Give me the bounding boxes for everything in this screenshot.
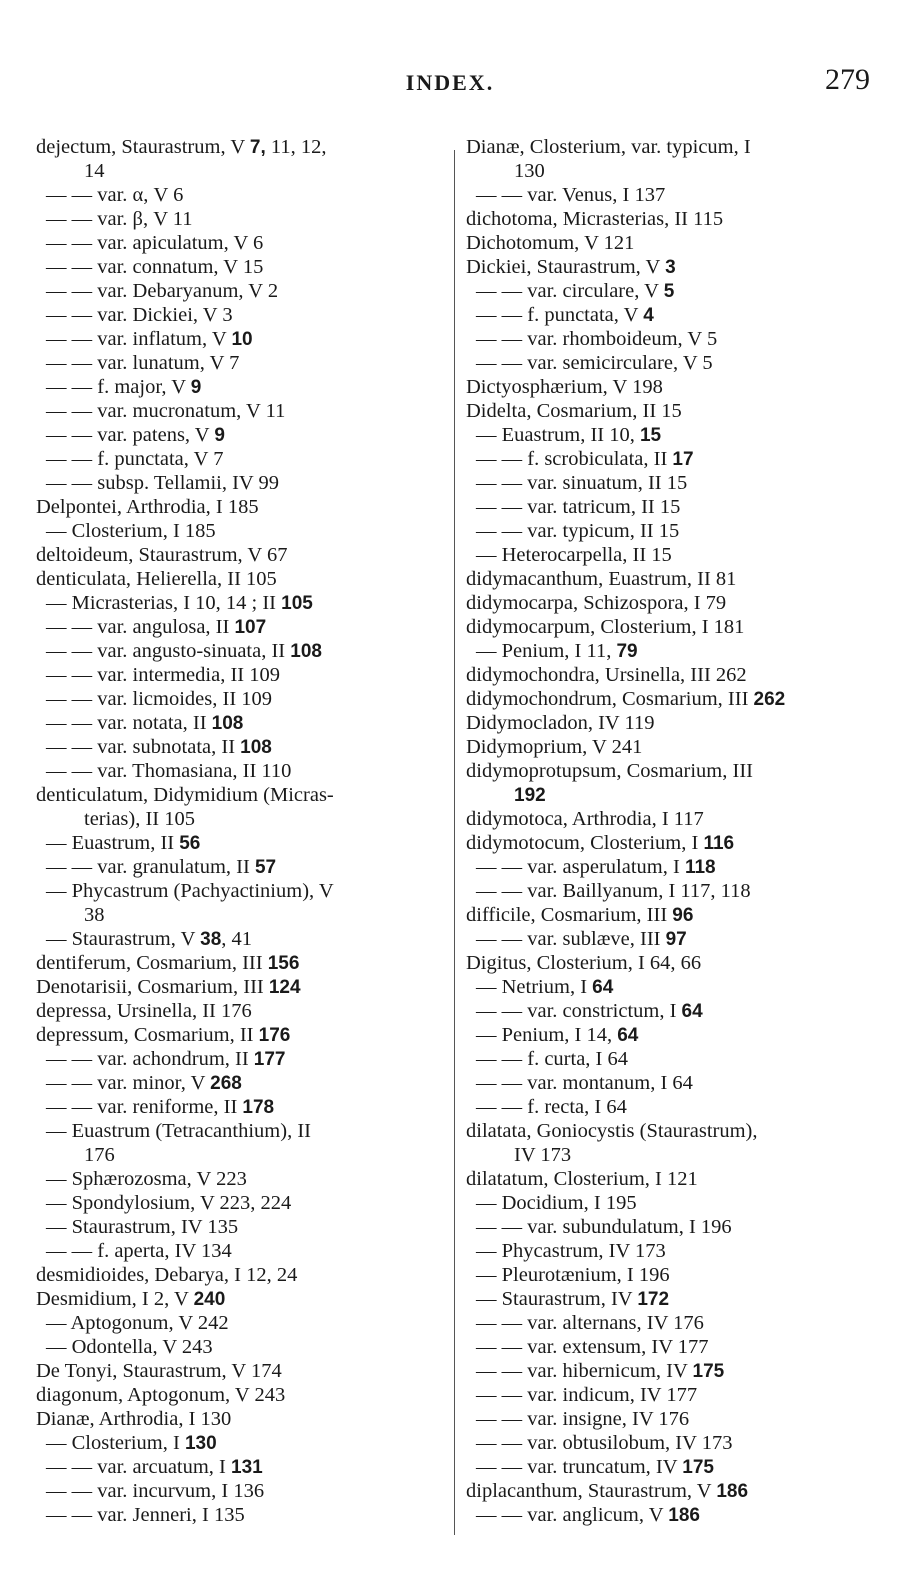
index-subentry xyxy=(36,1431,446,1455)
index-subentry xyxy=(36,327,446,351)
principal-page-ref: 130 xyxy=(184,1433,217,1454)
index-subentry xyxy=(36,1215,446,1239)
principal-page-ref: 9 xyxy=(214,425,225,446)
entry-text: — — var. subnotata, II xyxy=(46,736,241,758)
index-subentry xyxy=(36,1455,446,1479)
entry-text: 176 xyxy=(84,1144,115,1166)
entry-text: — — var. Thomasiana, II 110 xyxy=(46,760,292,782)
index-subentry xyxy=(36,375,446,399)
entry-text: Didelta, Cosmarium, II 15 xyxy=(466,400,682,422)
index-entry xyxy=(36,1287,446,1311)
index-subentry xyxy=(466,1335,878,1359)
principal-page-ref: 7, xyxy=(249,137,266,158)
index-subentry xyxy=(36,639,446,663)
entry-text: — — var. sinuatum, II 15 xyxy=(476,472,688,494)
entry-text: — — var. hibernicum, IV xyxy=(476,1360,693,1382)
entry-text: — Pleurotænium, I 196 xyxy=(476,1264,670,1286)
entry-text: — Docidium, I 195 xyxy=(476,1192,637,1214)
entry-text: — Staurastrum, IV 135 xyxy=(46,1216,239,1238)
index-subentry xyxy=(466,327,878,351)
entry-text: — Aptogonum, V 242 xyxy=(46,1312,229,1334)
index-entry xyxy=(466,759,878,783)
entry-text: — Heterocarpella, II 15 xyxy=(476,544,672,566)
index-entry xyxy=(466,255,878,279)
index-entry xyxy=(466,951,878,975)
entry-text: didymocarpa, Schizospora, I 79 xyxy=(466,592,727,614)
index-entry xyxy=(36,1407,446,1431)
entry-text: — — var. patens, V xyxy=(46,424,215,446)
index-entry xyxy=(466,207,878,231)
index-entry xyxy=(36,1383,446,1407)
entry-text: didymacanthum, Euastrum, II 81 xyxy=(466,568,737,590)
principal-page-ref: 38 xyxy=(200,929,222,950)
entry-text: , 41 xyxy=(221,928,253,950)
index-subentry xyxy=(36,1503,446,1527)
index-entry xyxy=(466,735,878,759)
index-entry xyxy=(466,663,878,687)
index-entry xyxy=(36,135,446,159)
principal-page-ref: 177 xyxy=(253,1049,286,1070)
entry-text: — Phycastrum, IV 173 xyxy=(476,1240,666,1262)
index-entry xyxy=(36,783,446,807)
index-entry xyxy=(36,999,446,1023)
entry-text: IV 173 xyxy=(514,1144,572,1166)
principal-page-ref: 9 xyxy=(190,377,202,398)
entry-text: — — f. scrobiculata, II xyxy=(476,448,673,470)
entry-text: — — var. Jenneri, I 135 xyxy=(46,1504,245,1526)
entry-text: — — var. inflatum, V xyxy=(46,328,232,350)
entry-text: — — var. achondrum, II xyxy=(46,1048,254,1070)
entry-text: depressa, Ursinella, II 176 xyxy=(36,1000,252,1022)
index-entry xyxy=(36,567,446,591)
index-entry xyxy=(36,951,446,975)
entry-text: 130 xyxy=(514,160,545,182)
index-subentry xyxy=(466,183,878,207)
entry-text: — Phycastrum (Pachyactinium), V xyxy=(46,880,334,902)
index-subentry xyxy=(466,975,878,999)
principal-page-ref: 4 xyxy=(643,305,654,326)
index-subentry xyxy=(466,159,878,183)
index-entry xyxy=(466,1167,878,1191)
index-subentry xyxy=(36,663,446,687)
entry-text: — Netrium, I xyxy=(476,976,593,998)
entry-text: Didymoprium, V 241 xyxy=(466,736,643,758)
index-subentry xyxy=(466,1071,878,1095)
index-subentry xyxy=(36,831,446,855)
principal-page-ref: 64 xyxy=(681,1001,703,1022)
principal-page-ref: 176 xyxy=(258,1025,291,1046)
entry-text: — — var. licmoides, II 109 xyxy=(46,688,273,710)
index-subentry xyxy=(466,471,878,495)
principal-page-ref: 10 xyxy=(231,329,253,350)
entry-text: didymoprotupsum, Cosmarium, III xyxy=(466,760,753,782)
index-subentry xyxy=(466,855,878,879)
index-subentry xyxy=(466,1455,878,1479)
entry-text: — — var. α, V 6 xyxy=(46,184,184,206)
entry-text: — — var. extensum, IV 177 xyxy=(476,1336,709,1358)
index-subentry xyxy=(466,1095,878,1119)
index-entry xyxy=(466,231,878,255)
index-subentry xyxy=(36,1143,446,1167)
index-entry xyxy=(466,687,878,711)
index-entry xyxy=(466,375,878,399)
index-subentry xyxy=(466,1047,878,1071)
principal-page-ref: 3 xyxy=(665,257,676,278)
index-subentry xyxy=(466,303,878,327)
entry-text: — — var. rhomboideum, V 5 xyxy=(476,328,718,350)
index-subentry xyxy=(466,879,878,903)
entry-text: — — var. Debaryanum, V 2 xyxy=(46,280,279,302)
entry-text: — — var. montanum, I 64 xyxy=(476,1072,693,1094)
index-subentry xyxy=(466,1191,878,1215)
index-subentry xyxy=(36,231,446,255)
index-subentry xyxy=(36,351,446,375)
index-subentry xyxy=(466,423,878,447)
index-subentry xyxy=(36,1479,446,1503)
index-subentry xyxy=(466,1383,878,1407)
index-entry xyxy=(466,807,878,831)
entry-text: — — var. reniforme, II xyxy=(46,1096,243,1118)
index-subentry xyxy=(36,1119,446,1143)
entry-text: — — f. recta, I 64 xyxy=(476,1096,627,1118)
principal-page-ref: 105 xyxy=(281,593,313,614)
index-entry xyxy=(36,495,446,519)
index-subentry xyxy=(36,255,446,279)
entry-text: Digitus, Closterium, I 64, 66 xyxy=(466,952,702,974)
entry-text: — — var. asperulatum, I xyxy=(476,856,685,878)
principal-page-ref: 17 xyxy=(672,449,694,470)
principal-page-ref: 64 xyxy=(592,977,614,998)
index-subentry xyxy=(466,351,878,375)
principal-page-ref: 262 xyxy=(753,689,786,710)
entry-text: — Micrasterias, I 10, 14 ; II xyxy=(46,592,282,614)
entry-text: — Closterium, I 185 xyxy=(46,520,216,542)
entry-text: — — var. apiculatum, V 6 xyxy=(46,232,264,254)
entry-text: — Staurastrum, IV xyxy=(476,1288,638,1310)
entry-text: Desmidium, I 2, V xyxy=(36,1288,194,1310)
index-subentry xyxy=(36,855,446,879)
entry-text: — Euastrum, II 10, xyxy=(476,424,640,446)
index-entry xyxy=(466,567,878,591)
index-subentry xyxy=(36,807,446,831)
entry-text: Didymocladon, IV 119 xyxy=(466,712,655,734)
entry-text: — — var. angulosa, II xyxy=(46,616,235,638)
index-subentry xyxy=(36,1335,446,1359)
entry-text: — Sphærozosma, V 223 xyxy=(46,1168,247,1190)
entry-text: — — var. Baillyanum, I 117, 118 xyxy=(476,880,751,902)
index-subentry xyxy=(36,279,446,303)
entry-text: — — var. typicum, II 15 xyxy=(476,520,680,542)
index-subentry xyxy=(36,447,446,471)
principal-page-ref: 156 xyxy=(267,953,300,974)
principal-page-ref: 108 xyxy=(290,641,322,662)
entry-text: — — var. incurvum, I 136 xyxy=(46,1480,265,1502)
index-subentry xyxy=(466,783,878,807)
index-subentry xyxy=(36,303,446,327)
index-entry xyxy=(36,1263,446,1287)
entry-text: — — var. connatum, V 15 xyxy=(46,256,264,278)
principal-page-ref: 175 xyxy=(682,1457,714,1478)
entry-text: terias), II 105 xyxy=(84,808,195,830)
index-subentry xyxy=(36,519,446,543)
index-subentry xyxy=(36,1167,446,1191)
principal-page-ref: 57 xyxy=(254,857,277,878)
entry-text: — Spondylosium, V 223, 224 xyxy=(46,1192,292,1214)
entry-text: Dichotomum, V 121 xyxy=(466,232,635,254)
entry-text: — — var. tatricum, II 15 xyxy=(476,496,681,518)
index-entry xyxy=(36,1023,446,1047)
index-subentry xyxy=(466,1359,878,1383)
entry-text: Dictyosphærium, V 198 xyxy=(466,376,663,398)
index-entry xyxy=(36,543,446,567)
index-subentry xyxy=(466,543,878,567)
entry-text: diplacanthum, Staurastrum, V xyxy=(466,1480,717,1502)
index-subentry xyxy=(466,1239,878,1263)
index-entry xyxy=(36,1359,446,1383)
entry-text: — Staurastrum, V xyxy=(46,928,201,950)
entry-text: — — f. aperta, IV 134 xyxy=(46,1240,232,1262)
index-subentry xyxy=(466,495,878,519)
entry-text: dichotoma, Micrasterias, II 115 xyxy=(466,208,724,230)
entry-text: — — var. β, V 11 xyxy=(46,208,193,230)
index-subentry xyxy=(36,879,446,903)
column-divider xyxy=(454,150,455,1535)
index-subentry xyxy=(36,615,446,639)
entry-text: — Closterium, I xyxy=(46,1432,185,1454)
entry-text: — Odontella, V 243 xyxy=(46,1336,213,1358)
entry-text: — — var. truncatum, IV xyxy=(476,1456,683,1478)
principal-page-ref: 172 xyxy=(637,1289,670,1310)
index-entry xyxy=(466,711,878,735)
entry-text: — — var. intermedia, II 109 xyxy=(46,664,280,686)
principal-page-ref: 107 xyxy=(234,617,267,638)
entry-text: — — var. indicum, IV 177 xyxy=(476,1384,698,1406)
principal-page-ref: 5 xyxy=(663,281,675,302)
index-subentry xyxy=(36,687,446,711)
entry-text: — — var. sublæve, III xyxy=(476,928,666,950)
index-subentry xyxy=(466,927,878,951)
entry-text: didymochondrum, Cosmarium, III xyxy=(466,688,754,710)
entry-text: — — var. mucronatum, V 11 xyxy=(46,400,286,422)
entry-text: — — var. alternans, IV 176 xyxy=(476,1312,704,1334)
entry-text: denticulatum, Didymidium (Micras- xyxy=(36,784,334,806)
entry-text: — — subsp. Tellamii, IV 99 xyxy=(46,472,279,494)
page-number: 279 xyxy=(825,63,870,96)
entry-text: — — var. Venus, I 137 xyxy=(476,184,666,206)
principal-page-ref: 175 xyxy=(692,1361,725,1382)
entry-text: — — var. granulatum, II xyxy=(46,856,255,878)
entry-text: deltoideum, Staurastrum, V 67 xyxy=(36,544,288,566)
entry-text: Delpontei, Arthrodia, I 185 xyxy=(36,496,259,518)
principal-page-ref: 178 xyxy=(242,1097,275,1118)
index-entry xyxy=(466,1119,878,1143)
entry-text: — — var. subundulatum, I 196 xyxy=(476,1216,732,1238)
entry-text: Denotarisii, Cosmarium, III xyxy=(36,976,269,998)
entry-text: — — var. anglicum, V xyxy=(476,1504,669,1526)
entry-text: dilatatum, Closterium, I 121 xyxy=(466,1168,698,1190)
principal-page-ref: 96 xyxy=(672,905,694,926)
principal-page-ref: 97 xyxy=(665,929,687,950)
principal-page-ref: 131 xyxy=(231,1457,263,1478)
index-subentry xyxy=(36,1071,446,1095)
entry-text: difficile, Cosmarium, III xyxy=(466,904,673,926)
entry-text: Dickiei, Staurastrum, V xyxy=(466,256,666,278)
index-subentry xyxy=(466,1023,878,1047)
entry-text: dilatata, Goniocystis (Staurastrum), xyxy=(466,1120,758,1142)
index-subentry xyxy=(36,1095,446,1119)
index-entry xyxy=(36,975,446,999)
index-entry xyxy=(466,591,878,615)
entry-text: — — var. angusto-sinuata, II xyxy=(46,640,291,662)
index-subentry xyxy=(36,207,446,231)
index-entry xyxy=(466,903,878,927)
index-subentry xyxy=(36,927,446,951)
index-subentry xyxy=(466,1503,878,1527)
index-subentry xyxy=(36,1239,446,1263)
principal-page-ref: 186 xyxy=(716,1481,749,1502)
entry-text: — Euastrum (Tetracanthium), II xyxy=(46,1120,311,1142)
entry-text: didymotocum, Closterium, I xyxy=(466,832,704,854)
index-subentry xyxy=(36,711,446,735)
principal-page-ref: 192 xyxy=(514,785,546,806)
entry-text: — Euastrum, II xyxy=(46,832,180,854)
entry-text: — — f. punctata, V xyxy=(476,304,644,326)
index-entry xyxy=(466,831,878,855)
index-subentry xyxy=(466,1143,878,1167)
entry-text: 11, 12, xyxy=(265,136,327,158)
index-subentry xyxy=(36,183,446,207)
index-subentry xyxy=(466,1215,878,1239)
index-subentry xyxy=(466,639,878,663)
index-subentry xyxy=(466,1263,878,1287)
entry-text: — — f. curta, I 64 xyxy=(476,1048,628,1070)
principal-page-ref: 79 xyxy=(616,641,638,662)
index-subentry xyxy=(36,423,446,447)
entry-text: didymotoca, Arthrodia, I 117 xyxy=(466,808,704,830)
index-subentry xyxy=(466,1407,878,1431)
index-subentry xyxy=(36,1191,446,1215)
entry-text: 14 xyxy=(84,160,105,182)
index-subentry xyxy=(466,999,878,1023)
principal-page-ref: 240 xyxy=(193,1289,226,1310)
entry-text: — — var. circulare, V xyxy=(476,280,664,302)
index-subentry xyxy=(466,279,878,303)
principal-page-ref: 268 xyxy=(210,1073,242,1094)
entry-text: — Penium, I 14, xyxy=(476,1024,618,1046)
principal-page-ref: 56 xyxy=(179,833,201,854)
index-subentry xyxy=(36,471,446,495)
entry-text: — — var. insigne, IV 176 xyxy=(476,1408,690,1430)
index-subentry xyxy=(466,1431,878,1455)
entry-text: dentiferum, Cosmarium, III xyxy=(36,952,268,974)
principal-page-ref: 108 xyxy=(211,713,244,734)
index-subentry xyxy=(36,159,446,183)
entry-text: — — f. punctata, V 7 xyxy=(46,448,224,470)
entry-text: De Tonyi, Staurastrum, V 174 xyxy=(36,1360,282,1382)
entry-text: depressum, Cosmarium, II xyxy=(36,1024,259,1046)
entry-text: Dianæ, Closterium, var. typicum, I xyxy=(466,136,751,158)
entry-text: dejectum, Staurastrum, V xyxy=(36,136,250,158)
entry-text: — — var. obtusilobum, IV 173 xyxy=(476,1432,733,1454)
entry-text: desmidioides, Debarya, I 12, 24 xyxy=(36,1264,298,1286)
entry-text: denticulata, Helierella, II 105 xyxy=(36,568,277,590)
index-entry xyxy=(466,399,878,423)
principal-page-ref: 108 xyxy=(240,737,272,758)
entry-text: — — var. constrictum, I xyxy=(476,1000,682,1022)
entry-text: — — var. minor, V xyxy=(46,1072,211,1094)
entry-text: 38 xyxy=(84,904,105,926)
index-entry xyxy=(466,1479,878,1503)
index-column-right xyxy=(466,135,878,1527)
entry-text: — — var. notata, II xyxy=(46,712,212,734)
entry-text: — Penium, I 11, xyxy=(476,640,617,662)
index-subentry xyxy=(36,759,446,783)
index-subentry xyxy=(466,447,878,471)
principal-page-ref: 186 xyxy=(668,1505,700,1526)
entry-text: diagonum, Aptogonum, V 243 xyxy=(36,1384,286,1406)
index-subentry xyxy=(36,735,446,759)
entry-text: — — var. Dickiei, V 3 xyxy=(46,304,233,326)
index-subentry xyxy=(36,1047,446,1071)
principal-page-ref: 15 xyxy=(639,425,662,446)
index-subentry xyxy=(36,591,446,615)
page-title: INDEX. xyxy=(405,70,495,95)
entry-text: — — var. arcuatum, I xyxy=(46,1456,232,1478)
index-subentry xyxy=(466,1311,878,1335)
entry-text: didymochondra, Ursinella, III 262 xyxy=(466,664,747,686)
entry-text: — — f. major, V xyxy=(46,376,191,398)
index-column-left xyxy=(36,135,446,1527)
index-subentry xyxy=(36,399,446,423)
index-subentry xyxy=(36,1311,446,1335)
principal-page-ref: 118 xyxy=(684,857,716,878)
index-subentry xyxy=(466,519,878,543)
principal-page-ref: 64 xyxy=(617,1025,639,1046)
entry-text: — — var. lunatum, V 7 xyxy=(46,352,240,374)
index-subentry xyxy=(466,1287,878,1311)
index-entry xyxy=(466,135,878,159)
principal-page-ref: 124 xyxy=(268,977,301,998)
entry-text: — — var. semicirculare, V 5 xyxy=(476,352,713,374)
principal-page-ref: 116 xyxy=(703,833,735,854)
index-subentry xyxy=(36,903,446,927)
entry-text: Dianæ, Arthrodia, I 130 xyxy=(36,1408,232,1430)
entry-text: didymocarpum, Closterium, I 181 xyxy=(466,616,745,638)
index-entry xyxy=(466,615,878,639)
